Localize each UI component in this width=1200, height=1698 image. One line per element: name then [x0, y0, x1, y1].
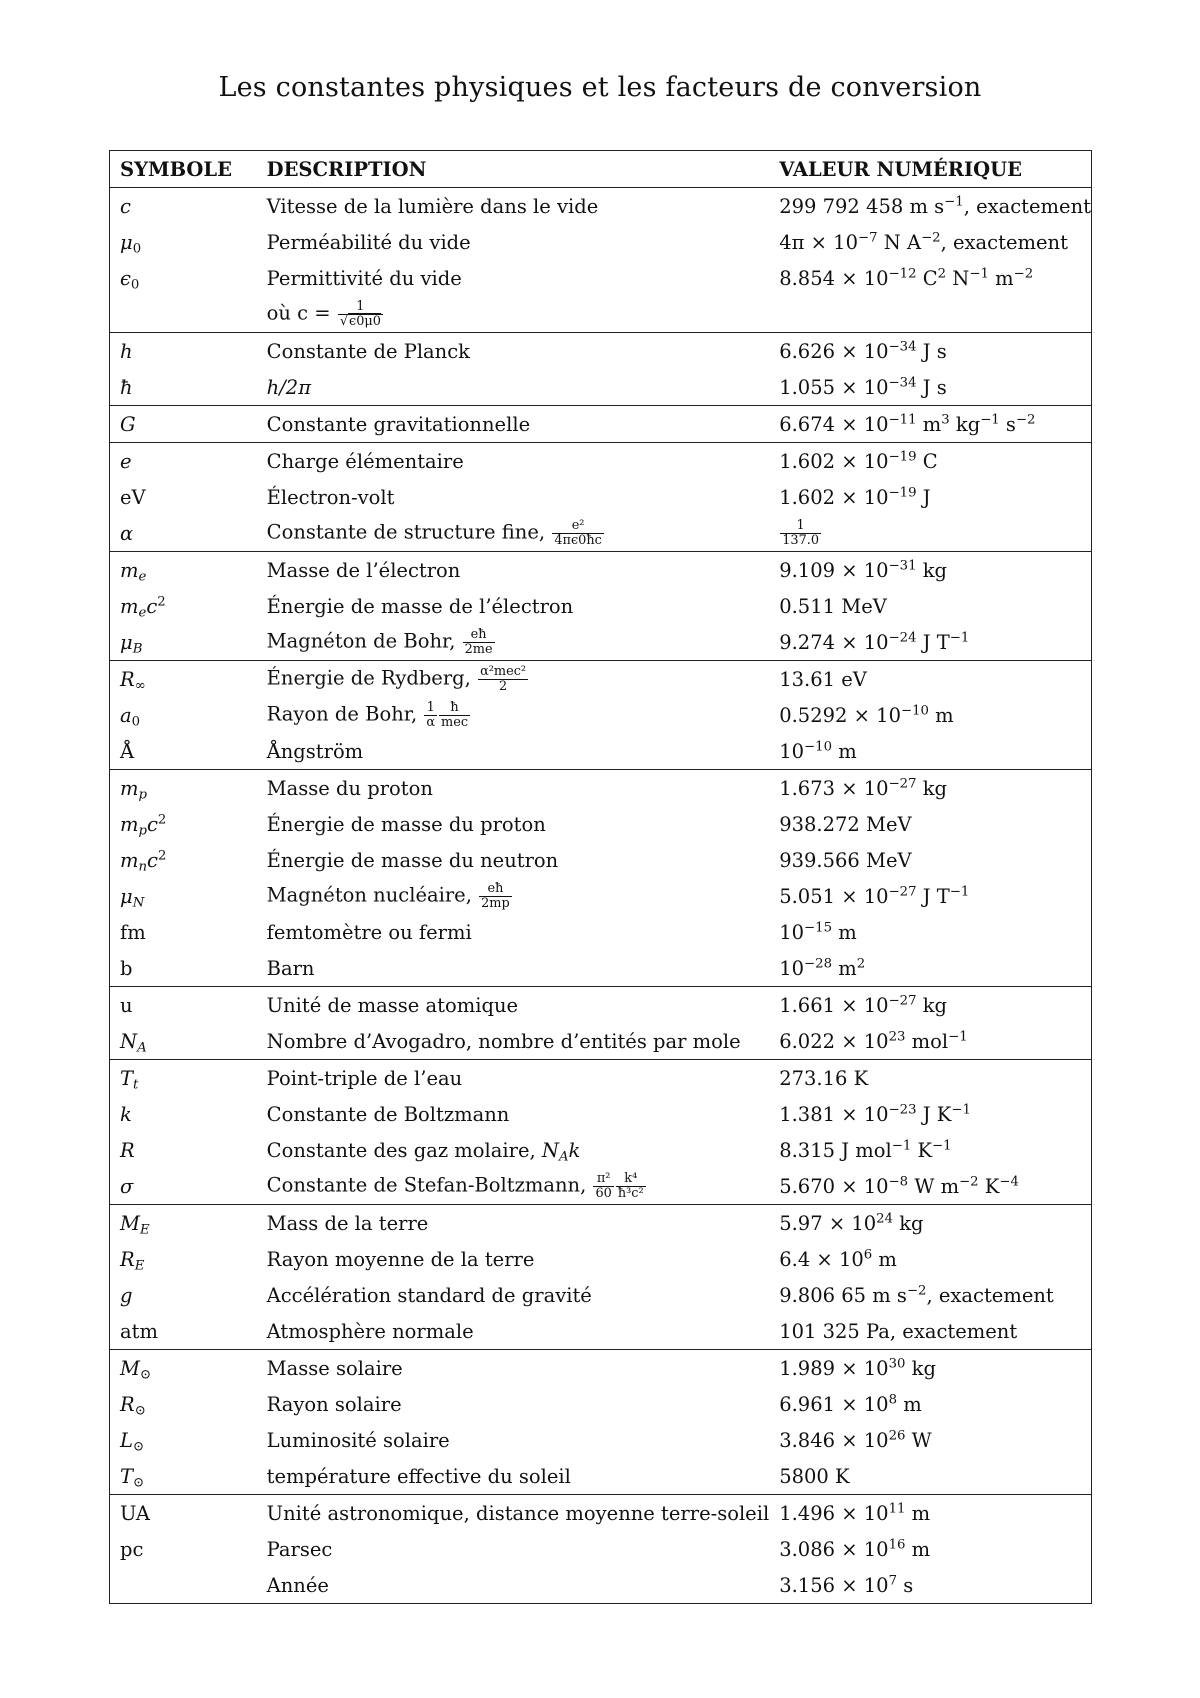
table-row [110, 661, 1092, 698]
symbol-cell: $m_pc^2$ [120, 812, 167, 838]
symbol-cell [110, 296, 257, 333]
description-cell: Accélération standard de gravité [266, 1283, 592, 1307]
value-cell: $5.670 \times 10^{-8}$ W $m^{-2}$ $K^{-4}$ [769, 1168, 1091, 1205]
symbol-cell: atm [110, 1313, 257, 1350]
description-cell: température effective du soleil [257, 1458, 770, 1495]
symbol-cell: $\mu_N$ [120, 884, 145, 910]
value-cell: $1.496 \times 10^{11}$ m [779, 1501, 931, 1525]
value-cell: 5800 K [769, 1458, 1091, 1495]
value-cell: $5.97 \times 10^{24}$ kg [779, 1211, 924, 1235]
description-cell: Unité astronomique, distance moyenne terre-soleil [266, 1501, 770, 1525]
symbol-cell: g [120, 1283, 133, 1307]
table-row [110, 188, 1092, 225]
table-row [110, 224, 1092, 260]
table-row [110, 296, 1092, 333]
symbol-cell: $m_ec^2$ [120, 594, 166, 620]
value-cell: $1.055 \times 10^{-34}$ J s [769, 369, 1091, 406]
symbol-cell: UA [120, 1501, 150, 1525]
description-cell: Unité de masse atomique [266, 993, 519, 1017]
symbol-cell: b [110, 950, 257, 987]
symbol-cell: $T_⊙$ [110, 1458, 257, 1495]
description-cell: Constante de Planck [266, 339, 470, 363]
value-cell: $1.661 \times 10^{-27}$ kg [779, 993, 948, 1017]
table-row [110, 1277, 1092, 1313]
symbol-cell: $L_⊙$ [120, 1428, 145, 1454]
value-cell: $9.274 \times 10^{-24}$ J $T^{-1}$ [769, 624, 1091, 661]
description-cell: Rayon solaire [266, 1392, 402, 1416]
description-cell: Luminosité solaire [266, 1428, 450, 1452]
description-cell: Permittivité du vide [266, 266, 462, 290]
symbol-cell: h [120, 339, 133, 363]
table-row [110, 333, 1092, 370]
table-row [110, 369, 1092, 406]
fraction: $\frac{1}{137.0}$ [782, 517, 820, 548]
table-row [110, 1422, 1092, 1458]
description-cell: Atmosphère normale [257, 1313, 770, 1350]
description-cell: femtomètre ou fermi [266, 920, 472, 944]
value-cell: $8.854 \times 10^{-12}$ $C^2$ $N^{-1}$ $m^{-2}$ [779, 266, 1034, 290]
description-cell: où c = $\frac{1}{√\epsilon 0\mu 0}$ [257, 296, 770, 333]
symbol-cell: e [120, 449, 132, 473]
symbol-cell: pc [120, 1537, 144, 1561]
table-row [110, 1350, 1092, 1387]
symbol-cell: $\mu_0$ [120, 230, 142, 256]
page-title: Les constantes physiques et les facteurs de conversion [218, 72, 982, 103]
fraction: $\frac{\text{π²}}{60}$ [595, 1170, 612, 1201]
value-cell: $1.989 \times 10^{30}$ kg [779, 1356, 936, 1380]
symbol-cell [110, 1567, 257, 1604]
value-cell: $10^{-28}$ $m^2$ [769, 950, 1091, 987]
description-cell: Énergie de masse du proton [266, 812, 546, 836]
description-cell: Constante des gaz molaire, $N_Ak$ [266, 1138, 581, 1164]
table-row [110, 987, 1092, 1024]
fraction: $\frac{\text{e²}}{4\pi\epsilon 0ħc}$ [554, 517, 602, 548]
table-row [110, 624, 1092, 661]
value-cell: $0.5292 \times 10^{-10}$ m [779, 703, 954, 727]
table-row [110, 552, 1092, 589]
table-row [110, 1023, 1092, 1060]
value-cell: $10^{-15}$ m [779, 920, 857, 944]
symbol-cell: $M_E$ [120, 1211, 150, 1237]
table-row [110, 950, 1092, 987]
header-symbole: SYMBOLE [110, 151, 257, 188]
description-cell: Constante de structure fine, $\frac{\text{e²}}{4\pi\epsilon 0ħc}$ [257, 515, 770, 552]
table-row [110, 770, 1092, 807]
fraction: $\frac{\text{α²mec²}}{2}$ [480, 663, 527, 694]
value-cell: 273.16 K [779, 1066, 869, 1090]
value-cell: $1.602 \times 10^{-19}$ J [779, 485, 931, 509]
symbol-cell: Å [110, 733, 257, 770]
table-row [110, 406, 1092, 443]
value-cell [769, 296, 1091, 333]
table-row [110, 1132, 1092, 1168]
symbol-cell: fm [120, 920, 146, 944]
value-cell: $6.961 \times 10^8$ m [779, 1392, 922, 1416]
value-cell: 0.511 MeV [779, 594, 887, 618]
value-cell: $6.626 \times 10^{-34}$ J s [779, 339, 947, 363]
description-cell: h/2π [257, 369, 770, 406]
symbol-cell: $m_nc^2$ [120, 848, 167, 874]
value-cell: 938.272 MeV [779, 812, 912, 836]
symbol-cell: $m_p$ [120, 776, 147, 802]
description-cell: Parsec [266, 1537, 333, 1561]
description-cell: Point-triple de l’eau [266, 1066, 463, 1090]
fraction: $\frac{1}{√\epsilon 0\mu 0}$ [339, 298, 381, 329]
value-cell: $3.846 \times 10^{26}$ W [779, 1428, 932, 1452]
value-cell: $6.674 \times 10^{-11}$ $m^3$ $kg^{-1}$ $s^{-2}$ [769, 406, 1091, 443]
description-cell: Magnéton nucléaire, $\frac{eħ}{2mp}$ [266, 880, 510, 911]
table-row [110, 1386, 1092, 1422]
description-cell: Masse du proton [266, 776, 433, 800]
fraction: $\frac{eħ}{2mp}$ [481, 880, 510, 911]
description-cell: Vitesse de la lumière dans le vide [266, 194, 599, 218]
fraction: $\frac{eħ}{2me}$ [464, 626, 493, 657]
table-row [110, 1567, 1092, 1604]
table-row [110, 1458, 1092, 1495]
description-cell: Masse de l’électron [266, 558, 461, 582]
value-cell: $6.022 \times 10^{23}$ mol$^{-1}$ [769, 1023, 1091, 1060]
value-cell: $6.4 \times 10^6$ m [779, 1247, 897, 1271]
description-cell: Énergie de masse de l’électron [266, 594, 574, 618]
table-row [110, 1495, 1092, 1532]
symbol-cell: σ [110, 1168, 257, 1205]
table-row [110, 443, 1092, 480]
symbol-cell: c [120, 194, 131, 218]
table-row [110, 1168, 1092, 1205]
value-cell [769, 515, 1091, 552]
symbol-cell: $R_E$ [120, 1247, 145, 1273]
value-cell: 299 792 458 m $s^{-1}$, exactement [779, 194, 1091, 218]
value-cell: 939.566 MeV [779, 848, 912, 872]
symbol-cell: eV [120, 485, 146, 509]
symbol-cell: $R_⊙$ [120, 1392, 146, 1418]
value-cell: 8.315 J mol$^{-1}$ $K^{-1}$ [779, 1138, 952, 1162]
description-cell: Constante gravitationnelle [257, 406, 770, 443]
description-cell: Masse solaire [266, 1356, 403, 1380]
description-cell: Rayon moyenne de la terre [266, 1247, 535, 1271]
table-row [110, 697, 1092, 733]
table-row [110, 1313, 1092, 1350]
header-description: DESCRIPTION [257, 151, 770, 188]
table-row [110, 878, 1092, 914]
description-cell: Ångström [257, 733, 770, 770]
value-cell: $1.381 \times 10^{-23}$ J $K^{-1}$ [779, 1102, 971, 1126]
value-cell: $5.051 \times 10^{-27}$ J $T^{-1}$ [779, 884, 970, 908]
table-row [110, 260, 1092, 296]
description-cell: Barn [257, 950, 770, 987]
value-cell: $1.602 \times 10^{-19}$ C [779, 449, 938, 473]
fraction: $\frac{\text{k⁴}}{\text{ħ³c²}}$ [617, 1170, 644, 1201]
symbol-cell: $T_t$ [120, 1066, 139, 1092]
table-row [110, 588, 1092, 624]
symbol-cell: $M_⊙$ [120, 1356, 152, 1382]
symbol-cell: α [110, 515, 257, 552]
table-row [110, 1531, 1092, 1567]
table-row [110, 515, 1092, 552]
symbol-cell: $m_e$ [120, 558, 147, 584]
value-cell: $9.109 \times 10^{-31}$ kg [779, 558, 948, 582]
table-row [110, 914, 1092, 950]
table-row [110, 733, 1092, 770]
table-row [110, 1096, 1092, 1132]
symbol-cell: u [120, 993, 133, 1017]
header-valeur: VALEUR NUMÉRIQUE [769, 151, 1091, 188]
symbol-cell: G [110, 406, 257, 443]
fraction: $\frac{ħ}{\text{mec}}$ [441, 699, 469, 730]
symbol-cell: ħ [110, 369, 257, 406]
table-row [110, 1241, 1092, 1277]
description-cell: Constante de Stefan-Boltzmann, $\frac{\text{π²}}{60}$ $\frac{\text{k⁴}}{\text{ħ³c²}}$ [257, 1168, 770, 1205]
value-cell: $4\pi \times 10^{-7}$ N $A^{-2}$, exactement [779, 230, 1068, 254]
description-cell: Année [266, 1573, 329, 1597]
table-header-row [110, 151, 1092, 188]
description-cell: Rayon de Bohr, $\frac{1}{\alpha}$ $\frac{ħ}{\text{mec}}$ [266, 699, 469, 730]
description-cell: Magnéton de Bohr, $\frac{eħ}{2me}$ [257, 624, 770, 661]
value-cell: 101 325 Pa, exactement [769, 1313, 1091, 1350]
fraction: $\frac{1}{\alpha}$ [426, 699, 436, 730]
description-cell: Charge élémentaire [266, 449, 464, 473]
value-cell: $1.673 \times 10^{-27}$ kg [779, 776, 948, 800]
value-cell: 13.61 eV [779, 667, 867, 691]
table-row [110, 842, 1092, 878]
symbol-cell: R [120, 1138, 135, 1162]
description-cell: Énergie de masse du neutron [266, 848, 559, 872]
description-cell: Électron-volt [266, 485, 395, 509]
symbol-cell: $\mu_B$ [110, 624, 257, 661]
table-row [110, 1205, 1092, 1242]
description-cell: Constante de Boltzmann [266, 1102, 510, 1126]
description-cell: Nombre d’Avogadro, nombre d’entités par mole [257, 1023, 770, 1060]
symbol-cell: $N_A$ [110, 1023, 257, 1060]
table-row [110, 479, 1092, 515]
description-cell: Perméabilité du vide [266, 230, 471, 254]
value-cell: $3.086 \times 10^{16}$ m [779, 1537, 931, 1561]
symbol-cell: $\epsilon_0$ [120, 266, 140, 292]
table-row [110, 1060, 1092, 1097]
table-row [110, 806, 1092, 842]
value-cell: $10^{-10}$ m [769, 733, 1091, 770]
value-cell: $3.156 \times 10^7$ s [779, 1573, 914, 1597]
symbol-cell: $a_0$ [120, 703, 141, 729]
description-cell: Énergie de Rydberg, $\frac{\text{α²mec²}}{2}$ [266, 663, 527, 694]
symbol-cell: $R_\infty$ [120, 667, 146, 693]
description-cell: Mass de la terre [266, 1211, 429, 1235]
constants-table [109, 150, 1092, 1604]
value-cell: 9.806 65 m $s^{-2}$, exactement [779, 1283, 1054, 1307]
symbol-cell: k [120, 1102, 132, 1126]
